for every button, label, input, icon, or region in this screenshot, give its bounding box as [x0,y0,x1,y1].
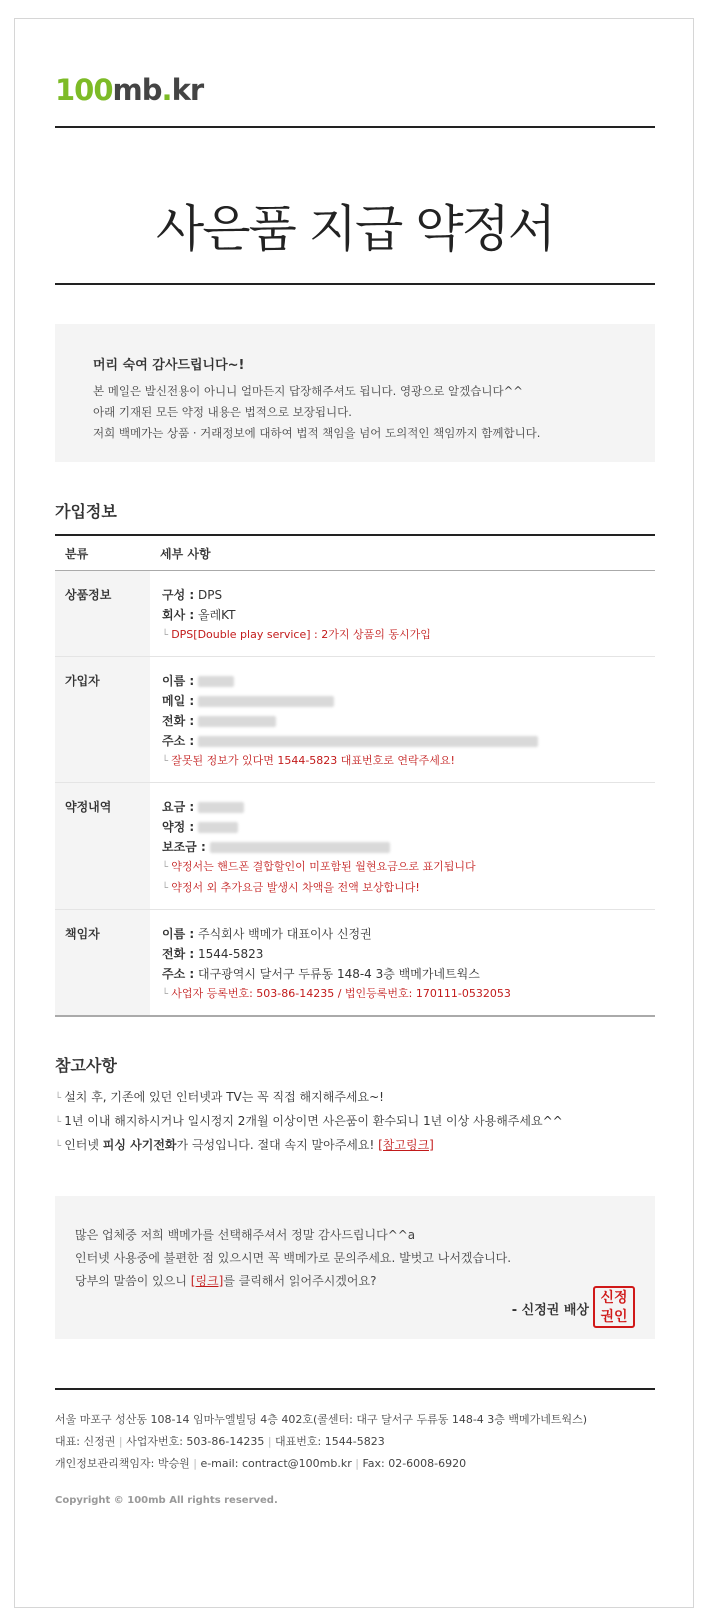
greeting-line: 본 메일은 발신전용이 아니니 얼마든지 답장해주셔도 됩니다. 영광으로 알겠습니다^^ [93,384,523,398]
row-category: 책임자 [55,910,150,1017]
logo-part-mb: mb [112,73,162,107]
message-box [55,1196,655,1339]
table-row-member [55,657,655,783]
redacted-term [198,822,238,833]
redacted-address [198,736,538,747]
redacted-email [198,696,334,707]
footer-phone: 대표번호: 1544-5823 [275,1435,385,1448]
reference-link[interactable]: [참고링크] [378,1138,434,1152]
row-details [150,910,655,1017]
field-label: 전화 : [162,947,195,961]
footer-info-line: 대표: 신정권 | 사업자번호: 503-86-14235 | 대표번호: 1544-5823 [55,1435,385,1448]
message-line: 많은 업체중 저희 백메가를 선택해주셔서 정말 감사드립니다^^a [75,1228,416,1242]
row-category: 상품정보 [55,571,150,657]
greeting-box [55,324,655,462]
refs-item [55,1134,655,1158]
field-label: 약정 : [162,820,195,834]
contract-note: └ 약정서 외 추가요금 발생시 차액을 전액 보상합니다! [162,878,645,899]
row-category: 가입자 [55,657,150,783]
field-label: 전화 : [162,714,195,728]
top-divider [55,126,655,128]
table-header-row [55,535,655,571]
field-value: 올레KT [194,608,236,622]
footer-email[interactable]: e-mail: contract@100mb.kr [200,1457,352,1470]
manager-note: └ 사업자 등록번호: 503-86-14235 / 법인등록번호: 170111-0532053 [162,984,645,1005]
title-divider [55,283,655,285]
field-value: DPS [194,588,223,602]
row-category: 약정내역 [55,783,150,910]
field-label: 주소 : [162,734,195,748]
seal-stamp-icon: 신정 권인 [593,1286,635,1328]
footer-address: 서울 마포구 성산동 108-14 임마누엘빌딩 4층 402호(콜센터: 대구 달서구 두류동 148-4 3층 백메가네트웍스) [55,1413,588,1426]
message-line [75,1270,635,1293]
email-frame [14,18,694,1608]
row-details [150,657,655,783]
field-value: 1544-5823 [194,947,264,961]
column-header-details: 세부 사항 [150,535,655,571]
field-label: 보조금 : [162,840,206,854]
greeting-line: 아래 기재된 모든 약정 내용은 법적으로 보장됩니다. [93,405,352,419]
greeting-heading: 머리 숙여 감사드립니다~! [93,358,245,373]
row-details [150,571,655,657]
logo-part-kr: kr [171,73,204,107]
page-title: 사은품 지급 약정서 [155,200,555,258]
refs-text: 가 극성입니다. 절대 속지 말아주세요! [176,1138,379,1152]
field-label: 주소 : [162,967,195,981]
field-label: 메일 : [162,694,195,708]
signature: - 신정권 배상 [511,1303,589,1318]
message-link[interactable]: [링크] [190,1274,224,1288]
footer-privacy-officer: 개인정보관리책임자: 박승원 [55,1457,190,1470]
footer-contact-line: 개인정보관리책임자: 박승원 | e-mail: contract@100mb.kr | Fax: 02-6008-6920 [55,1457,467,1470]
footer-fax: Fax: 02-6008-6920 [362,1457,467,1470]
table-row-contract [55,783,655,910]
column-header-category: 분류 [55,535,150,571]
field-label: 이름 : [162,927,195,941]
signup-section-title: 가입정보 [55,502,117,521]
table-row-product [55,571,655,657]
field-value: 주식회사 백메가 대표이사 신정권 [194,927,372,941]
refs-item: └ 1년 이내 해지하시거나 일시정지 2개월 이상이면 사은품이 환수되니 1년 이상 사용해주세요^^ [55,1110,655,1134]
refs-text: 인터넷 [64,1138,103,1152]
footer-biz-number: 사업자번호: 503-86-14235 [126,1435,265,1448]
refs-item: └ 설치 후, 기존에 있던 인터넷과 TV는 꼭 직접 해지해주세요~! [55,1086,655,1110]
member-note: └ 잘못된 정보가 있다면 1544-5823 대표번호로 연락주세요! [162,751,645,772]
contract-note: └ 약정서는 핸드폰 결합할인이 미포함된 월현요금으로 표기됩니다 [162,857,645,878]
redacted-name [198,676,234,687]
greeting-line: 저희 백메가는 상품 · 거래정보에 대하여 법적 책임을 넘어 도의적인 책임까지 함께합니다. [93,426,541,440]
message-text: 를 클릭해서 읽어주시겠어요? [223,1274,377,1288]
table-row-manager [55,910,655,1017]
field-label: 회사 : [162,608,195,622]
refs-list [55,1086,655,1158]
message-line: 인터넷 사용중에 불편한 점 있으시면 꼭 백메가로 문의주세요. 발벗고 나서겠습니다. [75,1251,512,1265]
refs-section-title: 참고사항 [55,1056,117,1075]
footer-ceo: 대표: 신정권 [55,1435,116,1448]
redacted-fee [198,802,244,813]
field-label: 요금 : [162,800,195,814]
logo-part-100: 100 [55,73,113,107]
field-label: 구성 : [162,588,195,602]
logo[interactable] [55,73,203,107]
signup-table [55,534,655,1017]
redacted-subsidy [210,842,390,853]
copyright: Copyright © 100mb All rights reserved. [55,1495,278,1506]
field-value: 대구광역시 달서구 두류동 148-4 3층 백메가네트웍스 [194,967,480,981]
footer [55,1409,655,1475]
field-label: 이름 : [162,674,195,688]
logo-dot: . [161,73,172,107]
row-details [150,783,655,910]
redacted-phone [198,716,276,727]
refs-bold-text: 피싱 사기전화 [102,1138,177,1152]
product-note: └ DPS[Double play service] : 2가지 상품의 동시가입 [162,625,645,646]
footer-divider [55,1388,655,1390]
message-text: 당부의 말씀이 있으니 [75,1274,191,1288]
